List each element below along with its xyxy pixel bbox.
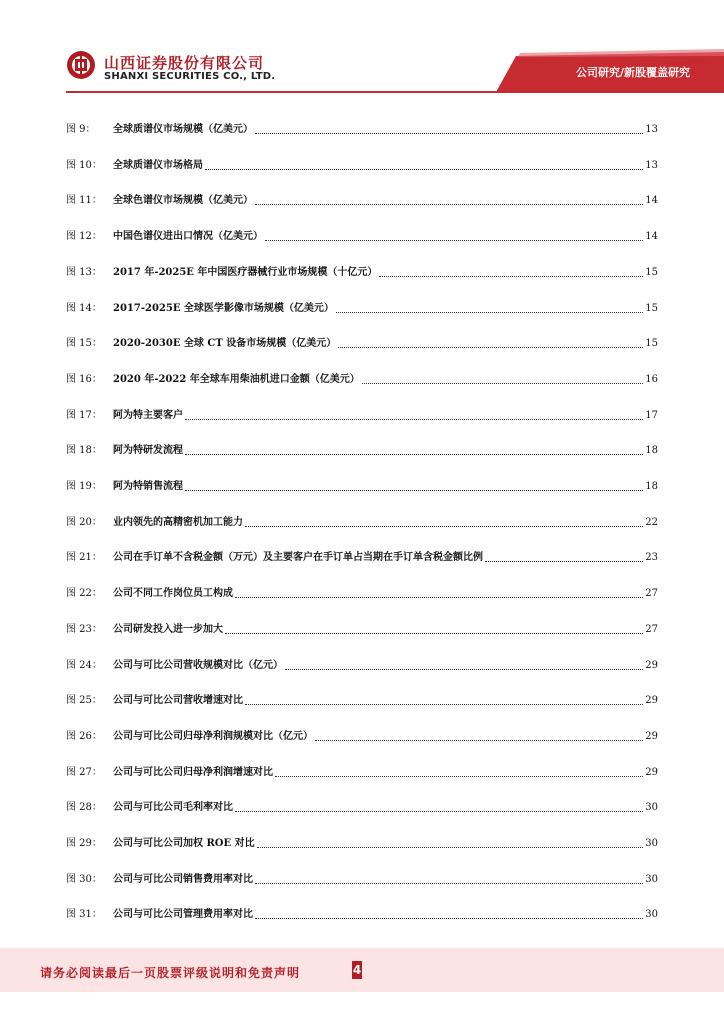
toc-entry[interactable] xyxy=(66,653,658,673)
toc-entry[interactable] xyxy=(66,153,658,173)
page-ref: 16 xyxy=(645,373,658,385)
figure-title: 公司研发投入进一步加大 xyxy=(113,623,223,635)
report-section-label: 公司研究/新股覆盖研究 xyxy=(575,66,690,79)
figure-number: 图 31： xyxy=(66,909,102,921)
toc-entry[interactable] xyxy=(66,474,658,494)
toc-entry[interactable] xyxy=(66,510,658,530)
toc-entry[interactable] xyxy=(66,724,658,744)
figure-number: 图 21： xyxy=(66,552,102,564)
toc-entry[interactable] xyxy=(66,760,658,780)
figure-number: 图 9： xyxy=(66,124,96,135)
figure-number: 图 18： xyxy=(66,445,102,457)
figure-title: 公司与可比公司加权 ROE 对比 xyxy=(113,838,255,849)
toc-entry[interactable] xyxy=(66,867,658,887)
figure-title: 全球色谱仪市场规模（亿美元） xyxy=(113,195,253,207)
page-ref: 30 xyxy=(645,873,658,885)
figure-title: 阿为特研发流程 xyxy=(113,445,183,457)
figure-number: 图 13： xyxy=(66,266,102,278)
figure-title: 2020-2030E 全球 CT 设备市场规模（亿美元） xyxy=(113,338,337,350)
toc-entry[interactable] xyxy=(66,545,658,565)
header-red-band xyxy=(0,0,724,100)
disclaimer-notice: 请务必阅读最后一页股票评级说明和免责声明 xyxy=(40,966,301,980)
figure-title: 公司与可比公司营收规模对比（亿元） xyxy=(113,659,283,671)
figure-title: 2020 年-2022 年全球车用柴油机进口金额（亿美元） xyxy=(113,373,360,385)
page-ref: 15 xyxy=(645,338,658,350)
figure-number: 图 11： xyxy=(66,195,102,207)
page-ref: 18 xyxy=(645,481,658,492)
dot-leader xyxy=(257,846,644,848)
dot-leader xyxy=(255,882,643,884)
figure-title: 公司与可比公司归母净利润增速对比 xyxy=(113,766,273,778)
page-ref: 15 xyxy=(645,302,658,314)
figure-number: 图 23： xyxy=(66,623,102,635)
dot-leader xyxy=(245,525,643,527)
page-ref: 15 xyxy=(645,266,658,278)
figure-title: 全球质谱仪市场格局 xyxy=(113,159,203,171)
page-ref: 30 xyxy=(645,838,658,849)
figure-number: 图 25： xyxy=(66,695,102,707)
figure-number: 图 29： xyxy=(66,838,102,849)
figure-title: 公司与可比公司毛利率对比 xyxy=(113,802,233,814)
figure-number: 图 16： xyxy=(66,373,102,385)
toc-entry[interactable] xyxy=(66,617,658,637)
toc-entry[interactable] xyxy=(66,188,658,208)
figure-number: 图 24： xyxy=(66,659,102,671)
figure-title: 公司与可比公司营收增速对比 xyxy=(113,695,243,707)
dot-leader xyxy=(255,132,643,134)
shanxi-securities-logo-icon xyxy=(66,50,96,80)
dot-leader xyxy=(235,596,643,598)
page-ref: 30 xyxy=(645,909,658,921)
page-ref: 29 xyxy=(645,730,658,742)
figure-number: 图 17： xyxy=(66,409,102,421)
toc-entry[interactable] xyxy=(66,296,658,316)
dot-leader xyxy=(285,668,643,670)
toc-entry[interactable] xyxy=(66,831,658,851)
dot-leader xyxy=(185,453,643,455)
toc-entry[interactable] xyxy=(66,331,658,351)
figure-title: 2017-2025E 全球医学影像市场规模（亿美元） xyxy=(113,302,334,314)
figure-title: 公司在手订单不含税金额（万元）及主要客户在手订单占当期在手订单含税金额比例 xyxy=(113,552,483,564)
figure-number: 图 22： xyxy=(66,588,102,600)
dot-leader xyxy=(185,418,643,420)
figure-number: 图 30： xyxy=(66,873,102,885)
toc-entry[interactable] xyxy=(66,581,658,601)
figure-title: 中国色谱仪进出口情况（亿美元） xyxy=(113,231,263,243)
page-number: 4 xyxy=(352,963,362,977)
dot-leader xyxy=(362,382,643,384)
figure-number: 图 28： xyxy=(66,802,102,814)
page-header xyxy=(0,0,724,100)
page-ref: 27 xyxy=(645,588,658,600)
figure-title: 业内领先的高精密机加工能力 xyxy=(113,516,243,528)
figure-title: 全球质谱仪市场规模（亿美元） xyxy=(113,124,253,135)
figure-number: 图 12： xyxy=(66,231,102,243)
company-name-en: SHANXI SECURITIES CO., LTD. xyxy=(104,71,276,82)
toc-entry[interactable] xyxy=(66,224,658,244)
page-ref: 17 xyxy=(645,409,658,421)
dot-leader xyxy=(185,489,643,491)
dot-leader xyxy=(379,275,643,277)
dot-leader xyxy=(275,775,643,777)
figure-number: 图 27： xyxy=(66,766,102,778)
figure-number: 图 14： xyxy=(66,302,102,314)
figure-title: 公司不同工作岗位员工构成 xyxy=(113,588,233,600)
figure-number: 图 20： xyxy=(66,516,102,528)
dot-leader xyxy=(255,917,643,919)
figure-number: 图 10： xyxy=(66,159,102,171)
page-ref: 13 xyxy=(645,124,658,135)
dot-leader xyxy=(225,632,643,634)
dot-leader xyxy=(315,739,643,741)
figure-title: 阿为特销售流程 xyxy=(113,481,183,492)
figure-number: 图 19： xyxy=(66,481,102,492)
figure-title: 2017 年-2025E 年中国医疗器械行业市场规模（十亿元） xyxy=(113,266,378,278)
page-ref: 22 xyxy=(645,516,658,528)
toc-entry[interactable] xyxy=(66,403,658,423)
dot-leader xyxy=(338,346,643,348)
dot-leader xyxy=(245,703,643,705)
dot-leader xyxy=(255,203,643,205)
figure-number: 图 15： xyxy=(66,338,102,350)
page-ref: 29 xyxy=(645,695,658,707)
dot-leader xyxy=(336,311,643,313)
figure-number: 图 26： xyxy=(66,730,102,742)
figure-title: 公司与可比公司归母净利润规模对比（亿元） xyxy=(113,730,313,742)
page-ref: 14 xyxy=(645,231,658,243)
page-ref: 29 xyxy=(645,659,658,671)
page-ref: 13 xyxy=(645,159,658,171)
toc-entry[interactable] xyxy=(66,117,658,137)
toc-entry[interactable] xyxy=(66,902,658,922)
page-ref: 27 xyxy=(645,623,658,635)
dot-leader xyxy=(235,810,643,812)
figure-title: 公司与可比公司管理费用率对比 xyxy=(113,909,253,921)
figure-title: 阿为特主要客户 xyxy=(113,409,183,421)
toc-entry[interactable] xyxy=(66,438,658,458)
dot-leader xyxy=(485,560,643,562)
page-ref: 14 xyxy=(645,195,658,207)
dot-leader xyxy=(265,239,643,241)
toc-entry[interactable] xyxy=(66,795,658,815)
page-footer xyxy=(0,948,724,992)
page-ref: 23 xyxy=(645,552,658,564)
company-name-cn: 山西证券股份有限公司 xyxy=(104,54,265,72)
toc-entry[interactable] xyxy=(66,260,658,280)
page-ref: 29 xyxy=(645,766,658,778)
page-ref: 18 xyxy=(645,445,658,457)
figure-title: 公司与可比公司销售费用率对比 xyxy=(113,873,253,885)
page-ref: 30 xyxy=(645,802,658,814)
toc-entry[interactable] xyxy=(66,688,658,708)
dot-leader xyxy=(205,168,643,170)
toc-entry[interactable] xyxy=(66,367,658,387)
